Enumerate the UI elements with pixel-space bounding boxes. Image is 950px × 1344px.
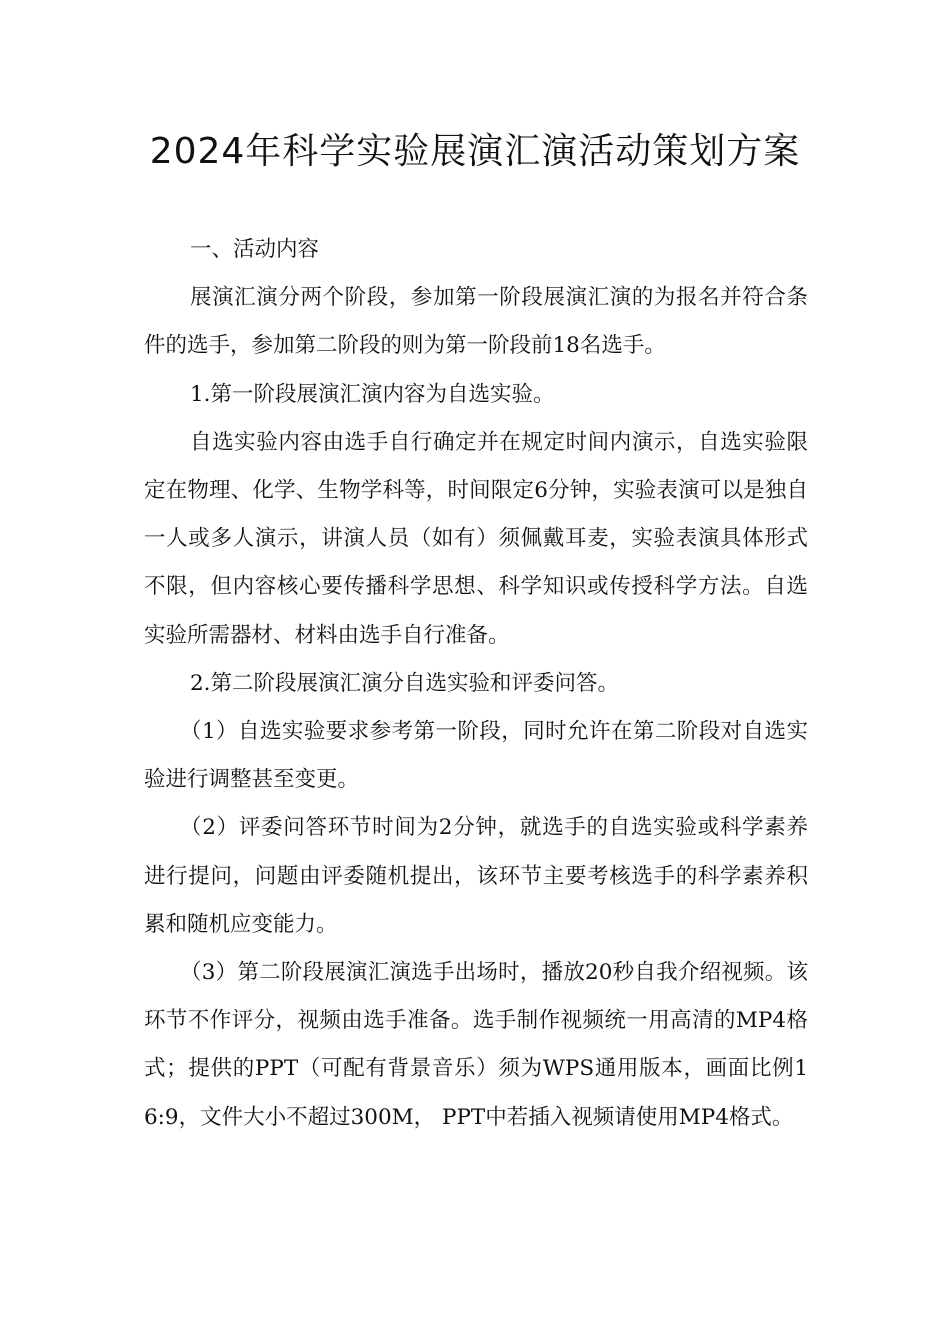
paragraph-stage-two-item-3: （3）第二阶段展演汇演选手出场时，播放20秒自我介绍视频。该环节不作评分，视频由选手准备。选手制作视频统一用高清的MP4格式；提供的PPT（可配有背景音乐）须为WPS通用版本，画面比例16:9，文件大小不超过300M， PPT中若插入视频请使用MP4格式。 xyxy=(144,960,808,1130)
document-title: 2024年科学实验展演汇演活动策划方案 xyxy=(149,131,801,172)
section-heading-activity-content: 一、活动内容 xyxy=(190,237,320,262)
paragraph-stage-two-item-2: （2）评委问答环节时间为2分钟，就选手的自选实验或科学素养进行提问，问题由评委随机提出，该环节主要考核选手的科学素养积累和随机应变能力。 xyxy=(144,815,808,937)
paragraph-stage-two-heading: 2.第二阶段展演汇演分自选实验和评委问答。 xyxy=(190,670,620,696)
paragraph-stage-one-heading: 1.第一阶段展演汇演内容为自选实验。 xyxy=(190,381,555,407)
paragraph-stages-overview: 展演汇演分两个阶段，参加第一阶段展演汇演的为报名并符合条件的选手，参加第二阶段的则为第一阶段前18名选手。 xyxy=(144,285,808,359)
paragraph-stage-two-item-1: （1）自选实验要求参考第一阶段，同时允许在第二阶段对自选实验进行调整甚至变更。 xyxy=(144,719,808,793)
paragraph-stage-one-details: 自选实验内容由选手自行确定并在规定时间内演示，自选实验限定在物理、化学、生物学科等，时间限定6分钟，实验表演可以是独自一人或多人演示，讲演人员（如有）须佩戴耳麦，实验表演具体形式不限，但内容核心要传播科学思想、科学知识或传授科学方法。自选实验所需器材、材料由选手自行准备。 xyxy=(144,429,808,648)
document-body xyxy=(144,226,808,1142)
